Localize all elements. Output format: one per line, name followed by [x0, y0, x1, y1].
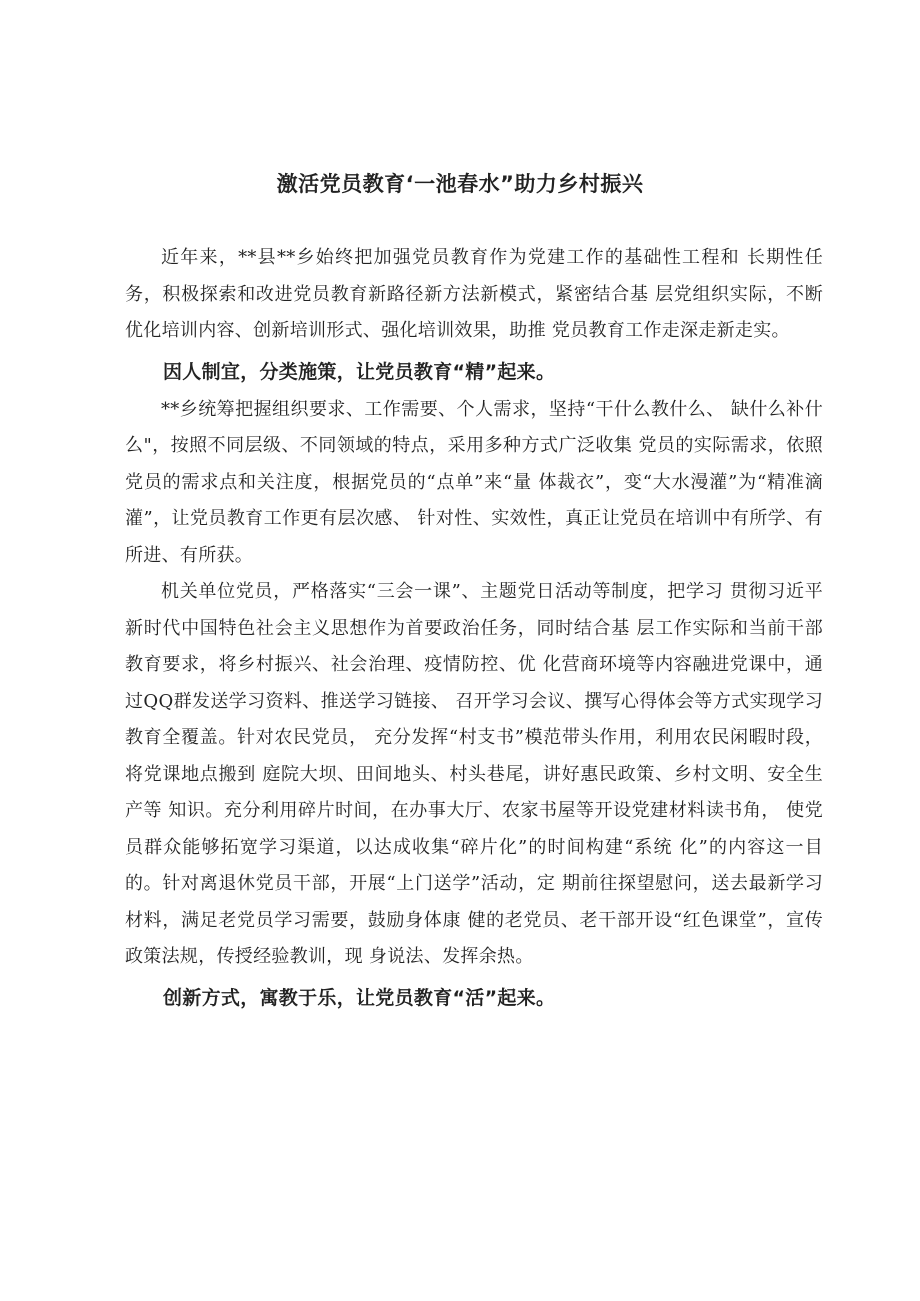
- section-heading-2: 创新方式，寓教于乐，让党员教育“活”起来。: [163, 986, 556, 1009]
- document-title: 激活党员教育‘一池春水”助力乡村振兴: [276, 172, 644, 196]
- body-paragraph-1: **乡统筹把握组织要求、工作需要、个人需求，坚持“干什么教什么、 缺什么补什么"，按照不同层级、不同领域的特点，采用多种方式广泛收集 党员的实际需求，依照党员的需求点和关注度，根据党员的“点单”来“量 体裁衣”，变“大水漫灌”为“精准滴灌”，让党员教育工作更有层次感、 针对性、实效性，真正让党员在培训中有所学、有所进、有所获。: [125, 398, 823, 566]
- intro-paragraph: 近年来，**县**乡始终把加强党员教育作为党建工作的基础性工程和 长期性任务，积极探索和改进党员教育新路径新方法新模式，紧密结合基 层党组织实际，不断优化培训内容、创新培训形式、强化培训效果，助推 党员教育工作走深走新走实。: [125, 247, 823, 341]
- section-heading-1: 因人制宜，分类施策，让党员教育“精”起来。: [163, 360, 556, 383]
- document-body: [125, 240, 823, 1018]
- body-paragraph-2: 机关单位党员，严格落实“三会一课”、主题党日活动等制度，把学习 贯彻习近平新时代中国特色社会主义思想作为首要政治任务，同时结合基 层工作实际和当前干部教育要求，将乡村振兴、社会治理、疫情防控、优 化营商环境等内容融进党课中，通过QQ群发送学习资料、推送学习链接、 召开学习会议、撰写心得体会等方式实现学习教育全覆盖。针对农民党员， 充分发挥“村支书”模范带头作用，利用农民闲暇时段，将党课地点搬到 庭院大坝、田间地头、村头巷尾，讲好惠民政策、乡村文明、安全生产等 知识。充分利用碎片时间，在办事大厅、农家书屋等开设党建材料读书角， 使党员群众能够拓宽学习渠道，以达成收集“碎片化”的时间构建“系统 化”的内容这一目的。针对离退休党员干部，开展“上门送学”活动，定 期前往探望慰问，送去最新学习材料，满足老党员学习需要，鼓励身体康 健的老党员、老干部开设“红色课堂”，宣传政策法规，传授经验教训，现 身说法、发挥余热。: [125, 581, 823, 967]
